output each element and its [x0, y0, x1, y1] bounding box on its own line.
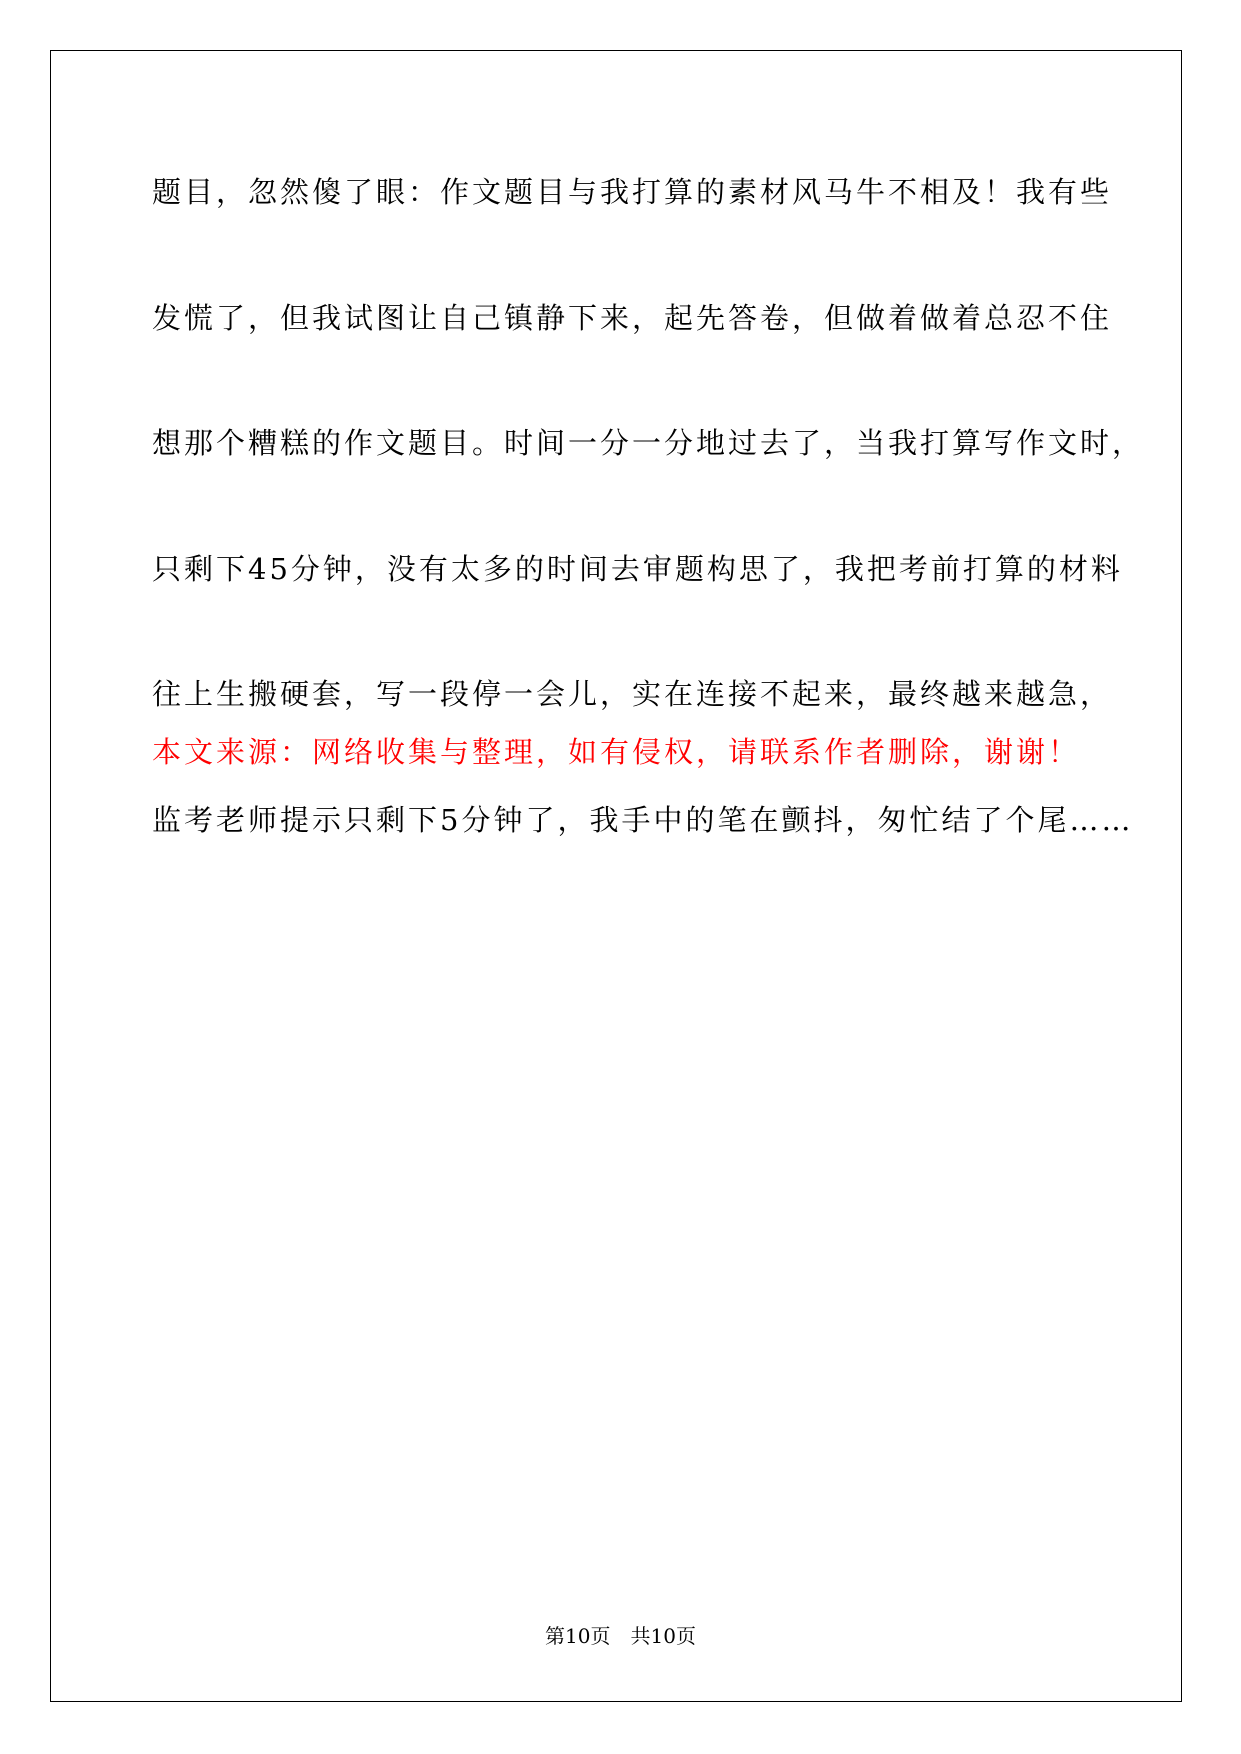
text-line: 发慌了，但我试图让自己镇静下来，起先答卷，但做着做着总忍不住 — [152, 300, 1113, 335]
text-line: 监考老师提示只剩下5分钟了，我手中的笔在颤抖，匆忙结了个尾…… — [152, 802, 1134, 837]
page-number: 第10页 — [545, 1624, 611, 1648]
text-line: 想那个糟糕的作文题目。时间一分一分地过去了，当我打算写作文时， — [152, 426, 1145, 461]
total-pages: 共10页 — [630, 1624, 696, 1648]
text-line: 只剩下45分钟，没有太多的时间去审题构思了，我把考前打算的材料 — [152, 551, 1123, 586]
source-note: 本文来源：网络收集与整理，如有侵权，请联系作者删除，谢谢！ — [152, 735, 1081, 769]
text-line: 题目，忽然傻了眼：作文题目与我打算的素材风马牛不相及！我有些 — [152, 175, 1113, 209]
page-footer — [0, 1620, 1241, 1649]
text-line: 往上生搬硬套，写一段停一会儿，实在连接不起来，最终越来越急， — [152, 677, 1113, 712]
